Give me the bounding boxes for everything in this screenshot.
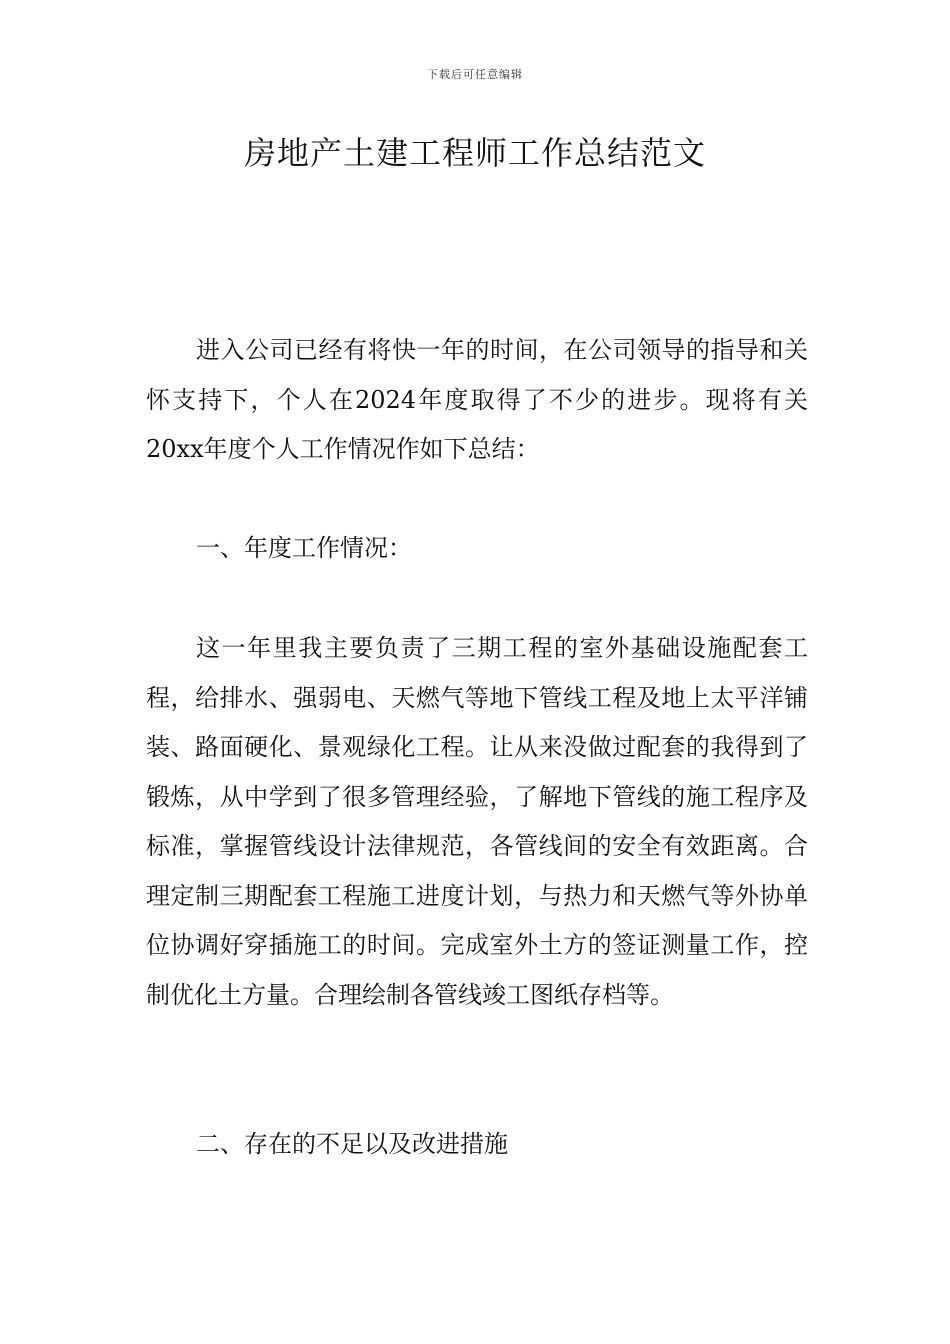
intro-paragraph: 进入公司已经有将快一年的时间，在公司领导的指导和关怀支持下，个人在2024年度取得了不少的进步。现将有关20xx年度个人工作情况作如下总结： — [146, 336, 808, 463]
section-1-paragraph: 这一年里我主要负责了三期工程的室外基础设施配套工程，给排水、强弱电、天燃气等地下管线工程及地上太平洋铺装、路面硬化、景观绿化工程。让从来没做过配套的我得到了锻炼，从中学到了很多管理经验，了解地下管线的施工程序及标准，掌握管线设计法律规范，各管线间的安全有效距离。合理定制三期配套工程施工进度计划，与热力和天燃气等外协单位协调好穿插施工的时间。完成室外土方的签证测量工作，控制优化土方量。合理绘制各管线竣工图纸存档等。 — [146, 634, 808, 1009]
section-1-heading: 一、年度工作情况： — [196, 534, 412, 562]
document-title: 房地产土建工程师工作总结范文 — [243, 134, 706, 172]
header-note: 下载后可任意编辑 — [427, 68, 523, 81]
section-2-heading: 二、存在的不足以及改进措施 — [196, 1130, 508, 1158]
